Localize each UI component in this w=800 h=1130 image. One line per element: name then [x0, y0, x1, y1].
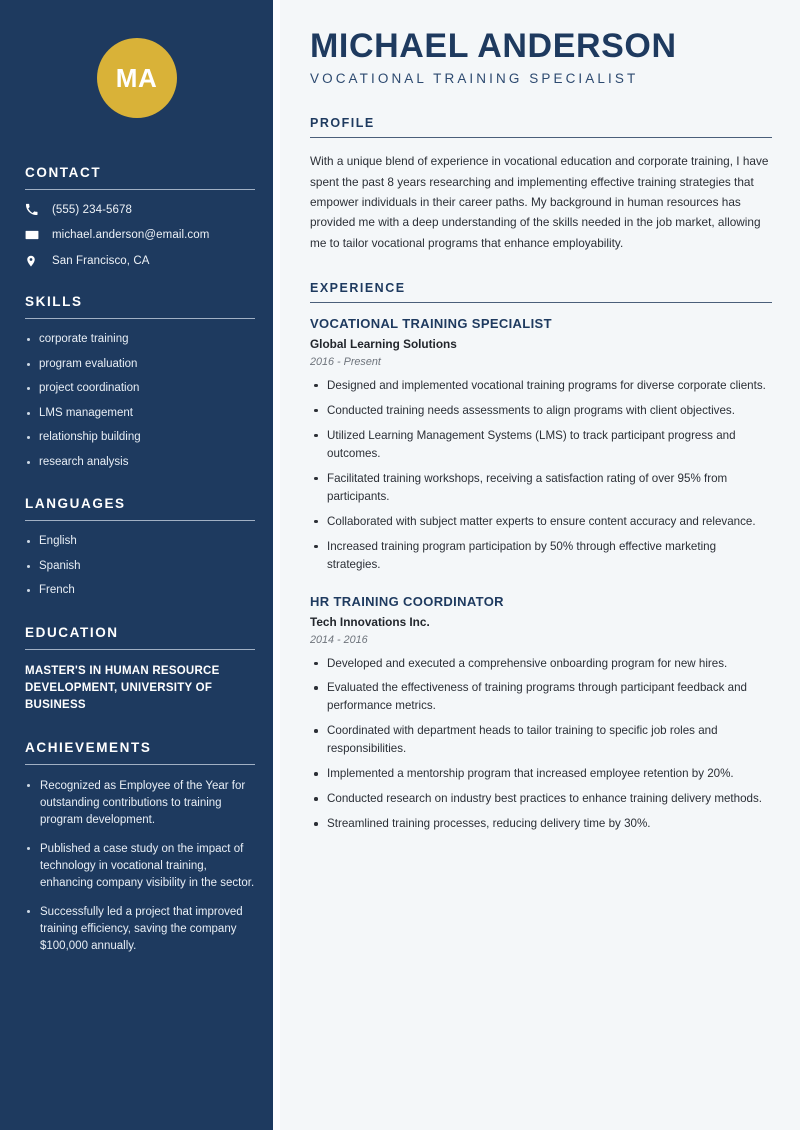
list-item: corporate training [25, 332, 255, 348]
education-section [25, 625, 255, 715]
job-title-subtitle: VOCATIONAL TRAINING SPECIALIST [310, 71, 639, 87]
list-item: project coordination [25, 381, 255, 397]
profile-heading: PROFILE [310, 116, 375, 131]
skills-list [25, 332, 255, 470]
experience-bullet-list [310, 655, 772, 834]
list-item: Coordinated with department heads to tailor training to specific job roles and responsibilities. [310, 722, 772, 758]
list-item: Utilized Learning Management Systems (LMS) to track participant progress and outcomes. [310, 427, 772, 463]
contact-row-location[interactable] [25, 254, 255, 268]
contact-heading: CONTACT [25, 165, 102, 180]
avatar: MA [97, 38, 177, 118]
experience-heading: EXPERIENCE [310, 280, 406, 295]
experience-entry [310, 316, 772, 574]
contact-value-location: San Francisco, CA [52, 255, 150, 267]
main-content [280, 0, 800, 1130]
list-item: French [25, 583, 255, 599]
sidebar-gap [273, 0, 280, 1130]
experience-role: VOCATIONAL TRAINING SPECIALIST [310, 315, 552, 331]
list-item: Spanish [25, 559, 255, 575]
experience-section [310, 281, 772, 833]
achievements-section [25, 740, 255, 954]
contact-section [25, 165, 255, 268]
education-item: MASTER'S IN HUMAN RESOURCE DEVELOPMENT, UNIVERSITY OF BUSINESS [25, 664, 220, 712]
list-item: Successfully led a project that improved training efficiency, saving the company $100,000 annually. [25, 904, 255, 954]
profile-text: With a unique blend of experience in vocational education and corporate training, I have spent the past 8 years researching and implementing effective training strategies that empower individuals in their career paths. My background in human resources has provided me with a deep understanding of the skills needed in the job market, allowing me to tailor vocational programs that enhance employability. [310, 154, 769, 250]
skills-section [25, 294, 255, 470]
experience-dates: 2014 - 2016 [310, 633, 368, 646]
list-item: Streamlined training processes, reducing delivery time by 30%. [310, 815, 772, 833]
contact-row-phone[interactable] [25, 203, 255, 216]
list-item: Published a case study on the impact of technology in vocational training, enhancing company visibility in the sector. [25, 841, 255, 891]
sidebar [0, 0, 273, 1130]
list-item: Increased training program participation by 50% through effective marketing strategies. [310, 538, 772, 574]
experience-company: Global Learning Solutions [310, 336, 457, 351]
list-item: Implemented a mentorship program that increased employee retention by 20%. [310, 765, 772, 783]
skills-divider [25, 318, 255, 319]
experience-dates: 2016 - Present [310, 355, 381, 368]
list-item: program evaluation [25, 357, 255, 373]
list-item: Conducted research on industry best practices to enhance training delivery methods. [310, 790, 772, 808]
experience-role: HR TRAINING COORDINATOR [310, 593, 504, 609]
list-item: relationship building [25, 430, 255, 446]
profile-section [310, 116, 772, 252]
envelope-icon [25, 228, 43, 242]
languages-heading: LANGUAGES [25, 496, 126, 512]
education-divider [25, 649, 255, 650]
phone-icon [25, 203, 43, 216]
avatar-container [25, 0, 255, 118]
page-title: MICHAEL ANDERSON [310, 27, 677, 65]
languages-list [25, 534, 255, 599]
list-item: LMS management [25, 406, 255, 422]
languages-section [25, 496, 255, 599]
profile-divider [310, 137, 772, 138]
contact-value-email: michael.anderson@email.com [52, 229, 210, 241]
experience-entry [310, 594, 772, 834]
experience-company: Tech Innovations Inc. [310, 614, 430, 629]
list-item: Collaborated with subject matter experts to ensure content accuracy and relevance. [310, 513, 772, 531]
education-heading: EDUCATION [25, 624, 119, 640]
experience-bullet-list [310, 377, 772, 574]
list-item: Developed and executed a comprehensive onboarding program for new hires. [310, 655, 772, 673]
list-item: research analysis [25, 455, 255, 471]
location-pin-icon [25, 254, 43, 268]
contact-divider [25, 189, 255, 190]
skills-heading: SKILLS [25, 294, 83, 309]
languages-divider [25, 520, 255, 521]
list-item: Designed and implemented vocational training programs for diverse corporate clients. [310, 377, 772, 395]
achievements-divider [25, 764, 255, 765]
list-item: Recognized as Employee of the Year for outstanding contributions to training program development. [25, 778, 255, 828]
achievements-list [25, 778, 255, 954]
achievements-heading: ACHIEVEMENTS [25, 740, 152, 756]
list-item: Conducted training needs assessments to align programs with client objectives. [310, 402, 772, 420]
contact-row-email[interactable] [25, 228, 255, 242]
list-item: English [25, 534, 255, 550]
list-item: Evaluated the effectiveness of training programs through participant feedback and performance metrics. [310, 679, 772, 715]
list-item: Facilitated training workshops, receiving a satisfaction rating of over 95% from participants. [310, 470, 772, 506]
experience-divider [310, 302, 772, 303]
contact-value-phone: (555) 234-5678 [52, 203, 133, 216]
